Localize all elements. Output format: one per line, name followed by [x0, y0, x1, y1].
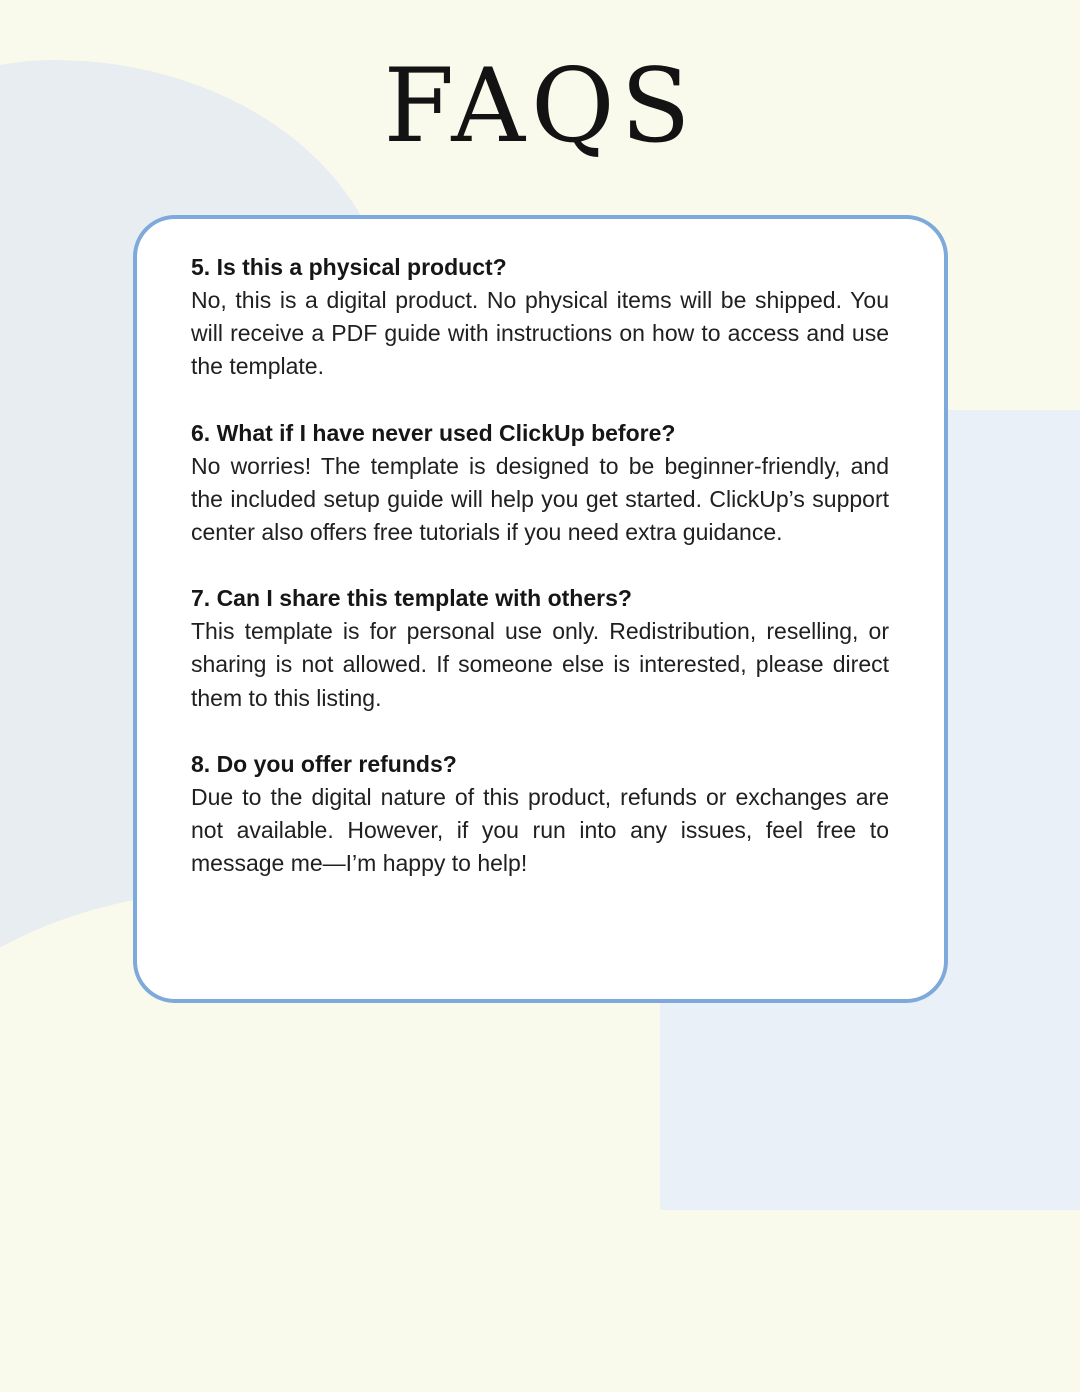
faq-question: 7. Can I share this template with others?	[191, 585, 632, 612]
page-title: FAQS	[383, 47, 697, 166]
faq-section	[191, 582, 889, 715]
faq-answer: Due to the digital nature of this product, refunds or exchanges are not available. However, if you run into any issues, feel free to message me—I’m happy to help!	[191, 783, 889, 877]
faq-section	[191, 748, 889, 881]
faq-answer: This template is for personal use only. Redistribution, reselling, or sharing is not allowed. If someone else is interested, please direct them to this listing.	[191, 618, 889, 711]
faq-card	[133, 215, 948, 1003]
faq-question: 6. What if I have never used ClickUp before?	[191, 419, 676, 446]
faq-list	[191, 251, 889, 880]
faq-answer: No, this is a digital product. No physical items will be shipped. You will receive a PDF guide with instructions on how to access and use the template.	[191, 287, 889, 380]
faq-question: 5. Is this a physical product?	[191, 254, 507, 280]
faq-section	[191, 251, 889, 384]
faq-answer: No worries! The template is designed to be beginner-friendly, and the included setup guide will help you get started. ClickUp’s support center also offers free tutorials if you need extra guidance.	[191, 452, 889, 546]
faq-question: 8. Do you offer refunds?	[191, 750, 457, 777]
faq-section	[191, 417, 889, 550]
